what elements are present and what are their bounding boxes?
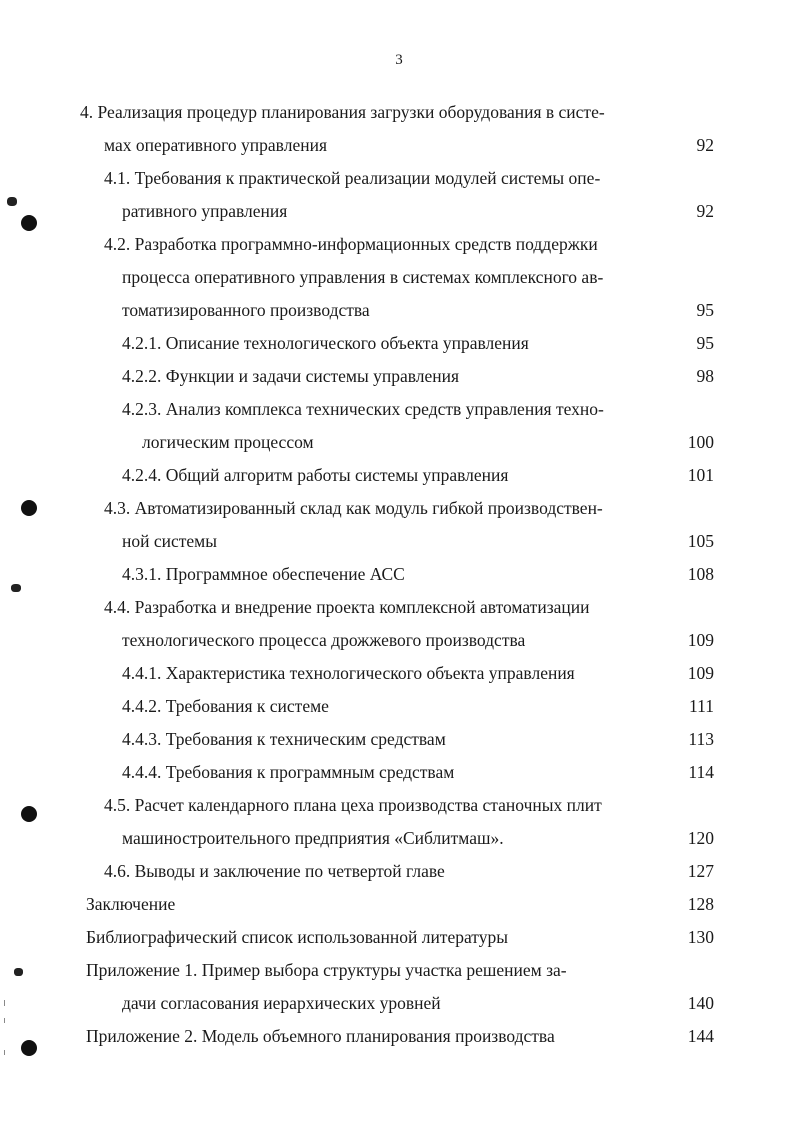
- page-number: 3: [395, 52, 403, 68]
- toc-entry-text: 4.2. Разработка программно-информационных средств поддержки: [104, 234, 598, 254]
- toc-entry-text: 4.2.2. Функции и задачи системы управления: [122, 366, 460, 386]
- toc-page-number: 92: [696, 201, 714, 221]
- toc-entry-text: 4.4.1. Характеристика технологического объекта управления: [122, 663, 575, 683]
- toc-page-number: 95: [696, 300, 714, 320]
- toc-entry-text: машиностроительного предприятия «Сиблитмаш».: [122, 828, 504, 848]
- toc-entry-text: мах оперативного управления: [104, 135, 327, 155]
- toc-entry-text: 4.3. Автоматизированный склад как модуль гибкой производствен-: [104, 498, 603, 518]
- toc-page-number: 101: [687, 465, 714, 485]
- toc-entry-text: ной системы: [122, 531, 218, 551]
- toc-page-number: 140: [687, 993, 714, 1013]
- toc-entry-text: дачи согласования иерархических уровней: [122, 993, 441, 1013]
- toc-entry-text: 4.4.3. Требования к техническим средствам: [122, 729, 446, 749]
- toc-entry-text: логическим процессом: [142, 432, 314, 452]
- toc-page-number: 120: [687, 828, 714, 848]
- toc-page-number: 109: [687, 630, 714, 650]
- toc-entry-text: томатизированного производства: [122, 300, 370, 320]
- toc-page-number: 114: [688, 762, 714, 782]
- toc-page-number: 128: [687, 894, 714, 914]
- toc-entry-text: Библиографический список использованной литературы: [86, 927, 508, 947]
- toc-entry-text: Заключение: [86, 894, 176, 914]
- toc-entry-text: процесса оперативного управления в системах комплексного ав-: [122, 267, 604, 287]
- toc-page-number: 95: [696, 333, 714, 353]
- toc-entry-text: 4.5. Расчет календарного плана цеха производства станочных плит: [104, 795, 602, 815]
- toc-entry-text: технологического процесса дрожжевого производства: [122, 630, 526, 650]
- toc-page-number: 105: [687, 531, 714, 551]
- toc-page-number: 108: [687, 564, 714, 584]
- toc-entry-text: 4.3.1. Программное обеспечение АСС: [122, 564, 405, 584]
- toc-entry-text: 4.6. Выводы и заключение по четвертой главе: [104, 861, 445, 881]
- toc-entry-text: 4.2.1. Описание технологического объекта управления: [122, 333, 529, 353]
- toc-entry-text: 4.4.2. Требования к системе: [122, 696, 329, 716]
- toc-entry-text: 4.4. Разработка и внедрение проекта комплексной автоматизации: [104, 597, 590, 617]
- toc-entry-text: 4.4.4. Требования к программным средствам: [122, 762, 455, 782]
- toc-entry-text: 4. Реализация процедур планирования загрузки оборудования в систе-: [80, 102, 605, 122]
- toc-page-number: 130: [687, 927, 714, 947]
- toc-page-number: 127: [687, 861, 714, 881]
- toc-page-number: 100: [687, 432, 714, 452]
- toc-page-number: 144: [687, 1026, 714, 1046]
- toc-entry-text: 4.2.4. Общий алгоритм работы системы управления: [122, 465, 509, 485]
- toc-entry-text: 4.1. Требования к практической реализации модулей системы опе-: [104, 168, 601, 188]
- toc-entry-text: ративного управления: [122, 201, 288, 221]
- toc-page-number: 113: [688, 729, 714, 749]
- toc-entry-text: Приложение 2. Модель объемного планирования производства: [86, 1026, 555, 1046]
- toc-entry-text: 4.2.3. Анализ комплекса технических средств управления техно-: [122, 399, 604, 419]
- toc-page-number: 111: [689, 696, 714, 716]
- toc-page-number: 109: [687, 663, 714, 683]
- toc-page-number: 92: [696, 135, 714, 155]
- toc-page-number: 98: [696, 366, 714, 386]
- toc-entry-text: Приложение 1. Пример выбора структуры участка решением за-: [86, 960, 567, 980]
